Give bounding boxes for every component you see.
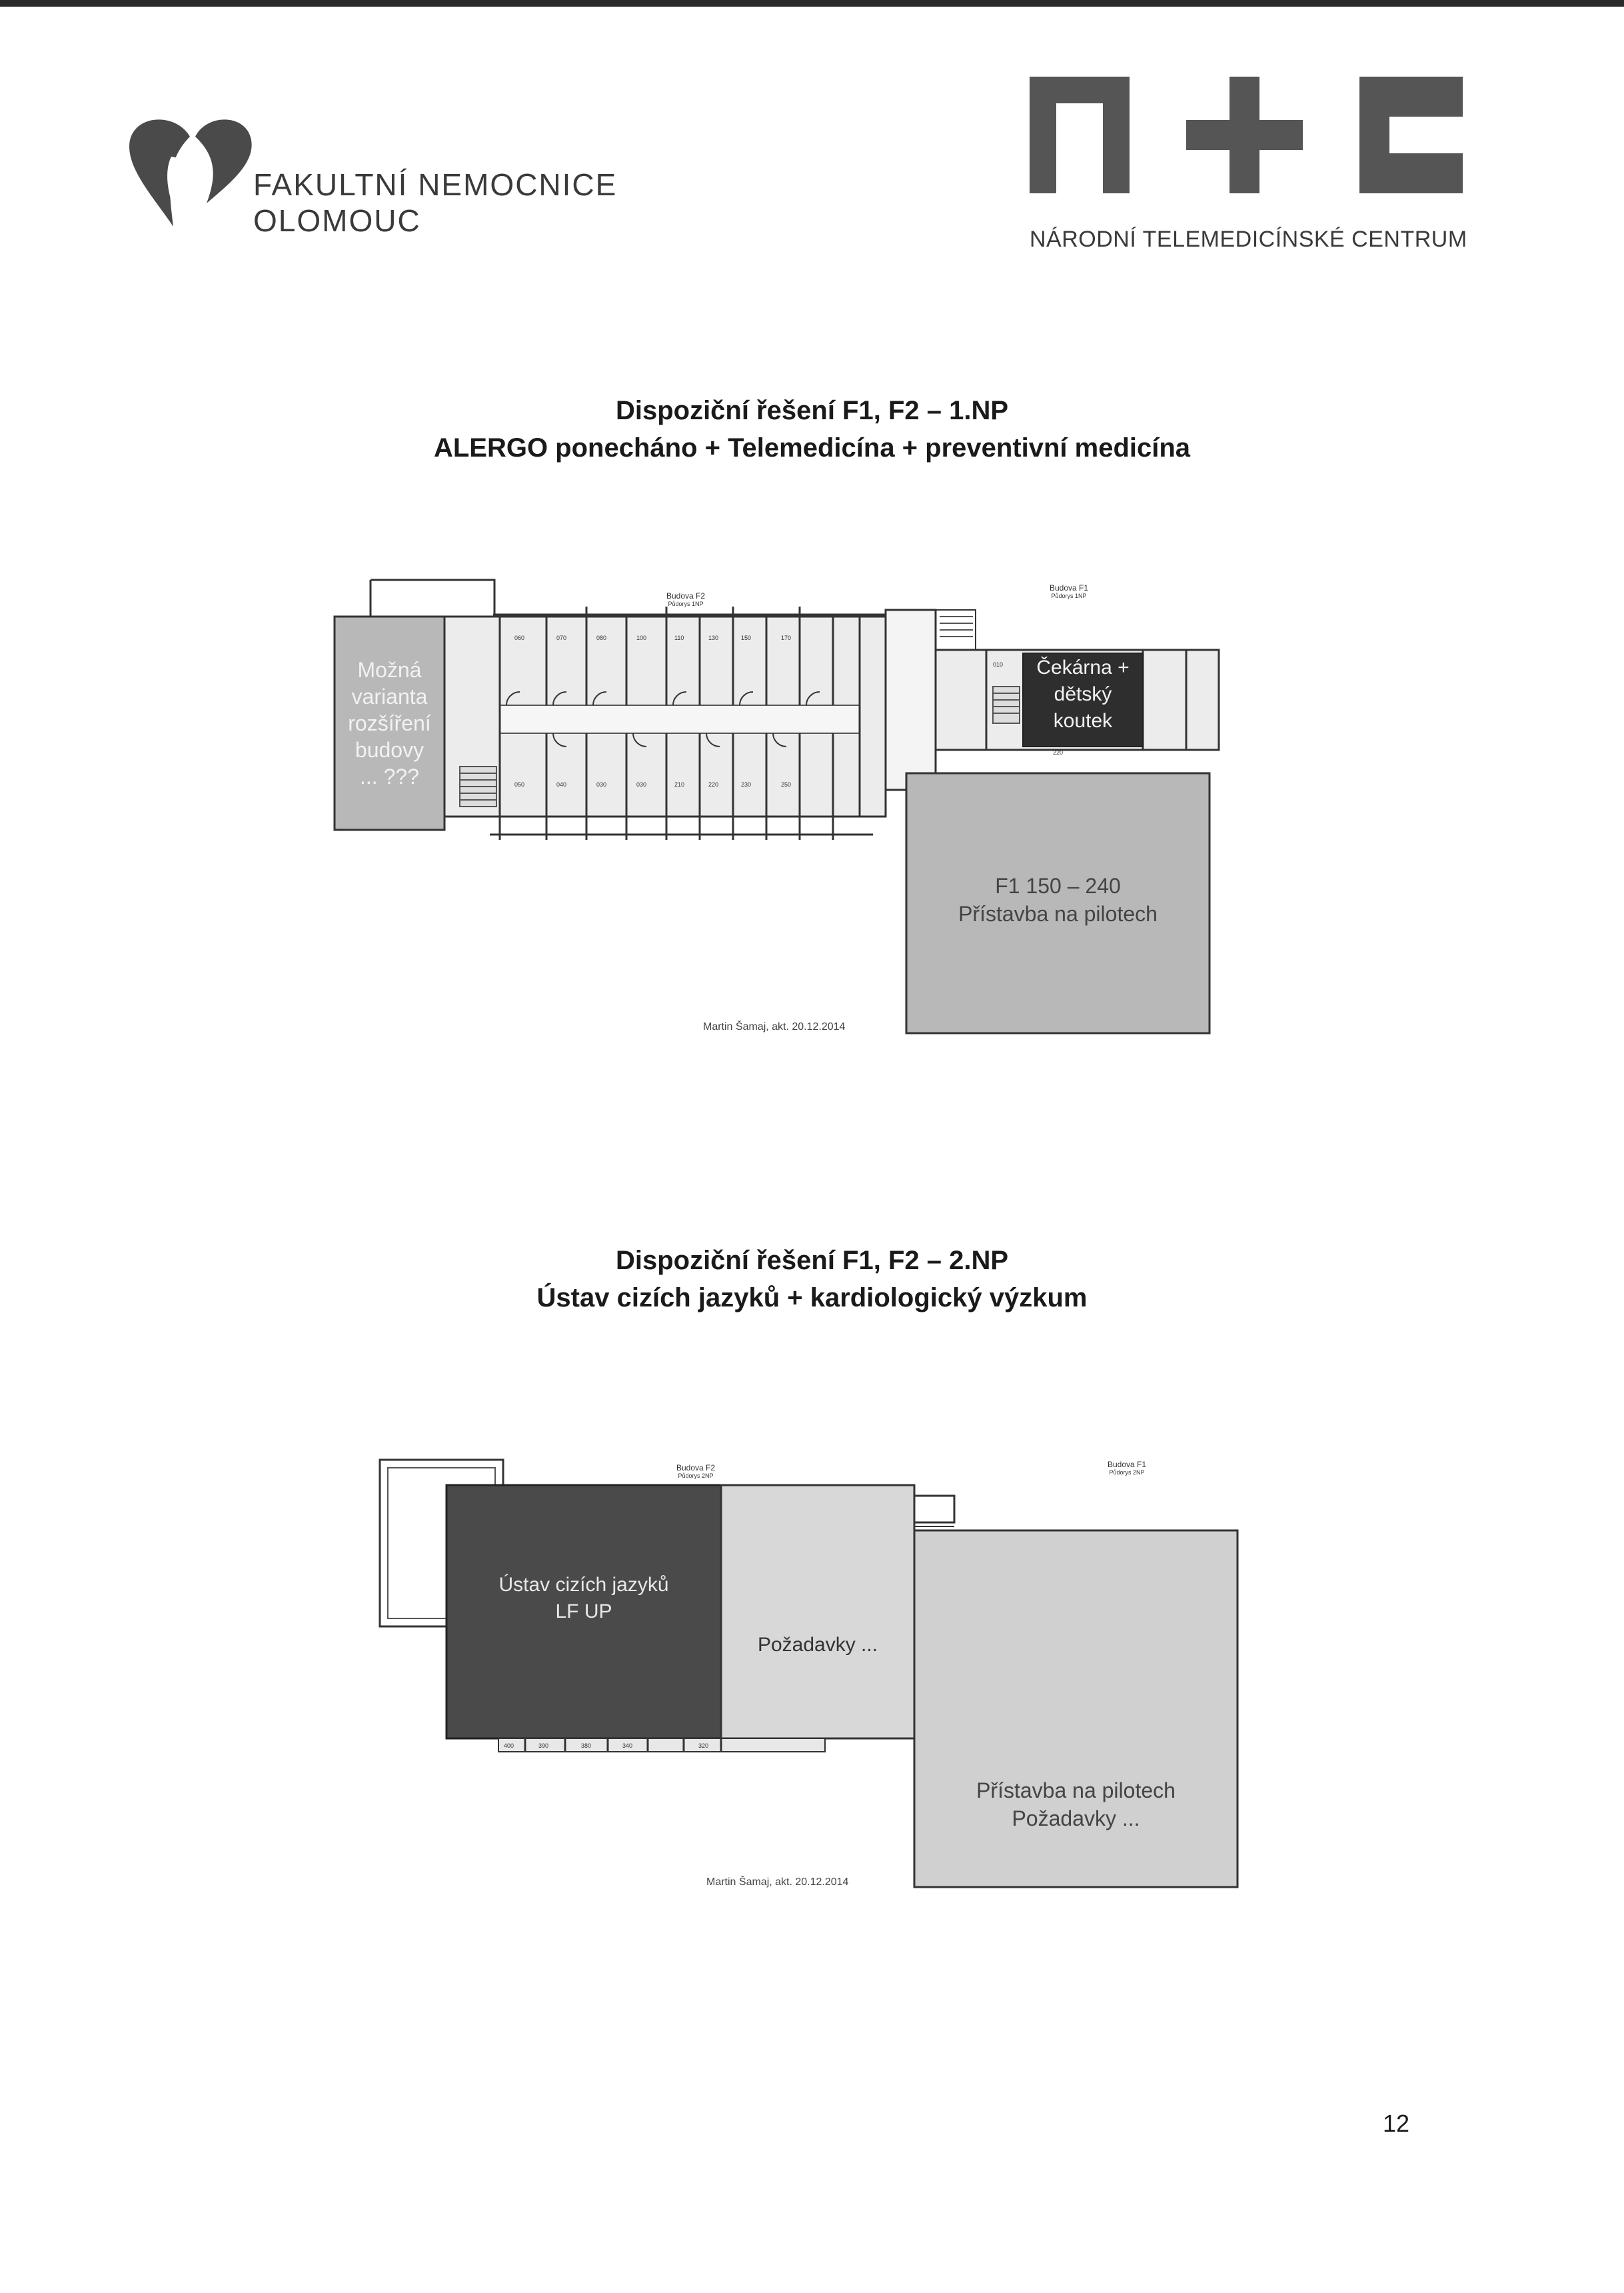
plan-author-2np: Martin Šamaj, akt. 20.12.2014 bbox=[706, 1876, 849, 1888]
room-number: 400 bbox=[504, 1742, 514, 1749]
room-number: 210 bbox=[674, 781, 685, 788]
room-number: 010 bbox=[993, 661, 1004, 668]
room-number: 150 bbox=[741, 635, 752, 641]
section2-title bbox=[0, 1242, 1624, 1316]
annex-area-2np bbox=[914, 1530, 1237, 1887]
plan-author-1np: Martin Šamaj, akt. 20.12.2014 bbox=[703, 1021, 846, 1033]
pozadavky-area bbox=[721, 1485, 914, 1738]
room-number: 250 bbox=[781, 781, 792, 788]
room-number: 030 bbox=[636, 781, 647, 788]
waiting-room-label: Čekárna + dětský koutek bbox=[1036, 657, 1130, 732]
room-number: 320 bbox=[698, 1742, 709, 1749]
room-number: 380 bbox=[581, 1742, 592, 1749]
room-number: 100 bbox=[636, 635, 647, 641]
ustav-label: Ústav cizích jazyků LF UP bbox=[498, 1574, 669, 1622]
building-f1-label-2np: Budova F1 Půdorys 2NP bbox=[1108, 1460, 1147, 1476]
room-number: 040 bbox=[556, 781, 567, 788]
section1-title bbox=[0, 392, 1624, 467]
building-f2-label: Budova F2 Půdorys 1NP bbox=[666, 591, 706, 607]
room-number: 070 bbox=[556, 635, 567, 641]
pozadavky-label: Požadavky ... bbox=[757, 1634, 878, 1656]
section1-title-line1: Dispoziční řešení F1, F2 – 1.NP bbox=[615, 396, 1009, 425]
fno-logo-line2: OLOMOUC bbox=[253, 203, 421, 238]
room-number: 230 bbox=[741, 781, 752, 788]
room-number: 110 bbox=[674, 635, 684, 641]
floor-plan-1np bbox=[327, 573, 1246, 1040]
room-number: 170 bbox=[781, 635, 792, 641]
section1-title-line2: ALERGO ponecháno + Telemedicína + preventivní medicína bbox=[433, 433, 1191, 463]
room-number: 080 bbox=[596, 635, 607, 641]
ntc-logo-caption: NÁRODNÍ TELEMEDICÍNSKÉ CENTRUM bbox=[1030, 227, 1467, 252]
extension-label: Možná varianta rozšíření budovy ... ??? bbox=[348, 658, 431, 789]
section2-title-line2: Ústav cizích jazyků + kardiologický výzkum bbox=[536, 1283, 1088, 1312]
annex-label-2np: Přístavba na pilotech Požadavky ... bbox=[976, 1778, 1176, 1830]
section2-title-line1: Dispoziční řešení F1, F2 – 2.NP bbox=[615, 1246, 1009, 1275]
room-number: 030 bbox=[596, 781, 607, 788]
building-f2-label-2np: Budova F2 Půdorys 2NP bbox=[676, 1463, 716, 1479]
room-number: 050 bbox=[514, 781, 525, 788]
room-number: 130 bbox=[708, 635, 719, 641]
page-number: 12 bbox=[1383, 2110, 1410, 2137]
fno-logo-text bbox=[253, 167, 617, 239]
ntc-logo-icon bbox=[1030, 77, 1463, 193]
room-number: 340 bbox=[622, 1742, 633, 1749]
room-number: 390 bbox=[538, 1742, 549, 1749]
building-f1-label: Budova F1 Půdorys 1NP bbox=[1050, 583, 1089, 599]
scan-edge bbox=[0, 0, 1624, 7]
fno-heart-logo-icon bbox=[123, 110, 257, 233]
room-number: 220 bbox=[708, 781, 719, 788]
room-number: 060 bbox=[514, 635, 525, 641]
annex-label-1np: F1 150 – 240 Přístavba na pilotech bbox=[958, 874, 1158, 926]
room-number: 220 bbox=[1053, 749, 1064, 756]
fno-logo-line1: FAKULTNÍ NEMOCNICE bbox=[253, 167, 618, 202]
